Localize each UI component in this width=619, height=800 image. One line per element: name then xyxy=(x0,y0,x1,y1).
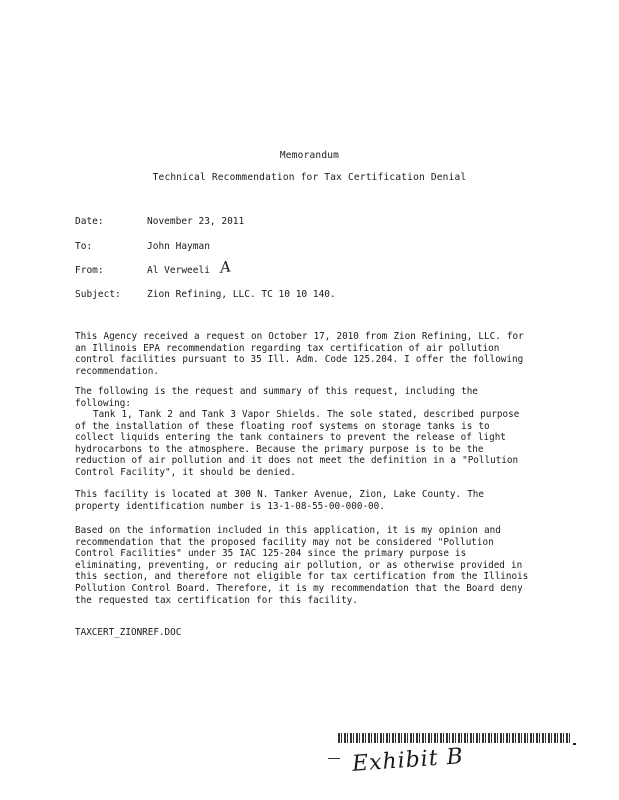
body-paragraph-tank-description: Tank 1, Tank 2 and Tank 3 Vapor Shields. The sole stated, described purpose of the installation of these floating roof systems on storage tanks is to collect liquids entering the tank containers to prevent the release of light hydrocarbons to the atmosphere. Because the primary purpose is to be the reduction of air pollution and it does not meet the definition in a "Pollution Control Facility", it should be denied. xyxy=(75,409,520,478)
to-value: John Hayman xyxy=(147,241,210,252)
date-label: Date: xyxy=(75,216,104,227)
from-value: Al Verweeli xyxy=(147,265,210,276)
body-paragraph-request: This Agency received a request on October 17, 2010 from Zion Refining, LLC. for an Illinois EPA recommendation regarding tax certification of air pollution control facilities pursuant to 35 Ill. Adm. Code 125.204. I offer the following recommendation. xyxy=(75,331,524,377)
memo-subtitle: Technical Recommendation for Tax Certification Denial xyxy=(152,172,467,183)
handwritten-initials: A xyxy=(218,257,233,277)
scan-stamp-tick xyxy=(573,743,576,745)
exhibit-dash xyxy=(328,758,340,759)
memo-title: Memorandum xyxy=(279,150,340,161)
header-from-row xyxy=(75,265,210,276)
date-value: November 23, 2011 xyxy=(147,216,245,227)
from-label: From: xyxy=(75,265,104,276)
scan-stamp-bar xyxy=(338,733,570,743)
header-subject-row xyxy=(75,289,336,300)
exhibit-label: Exhibit B xyxy=(351,744,465,777)
header-date-row xyxy=(75,216,244,227)
body-paragraph-summary-intro: The following is the request and summary of this request, including the following: xyxy=(75,386,478,409)
subject-value: Zion Refining, LLC. TC 10 10 140. xyxy=(147,289,336,300)
to-label: To: xyxy=(75,241,93,252)
body-paragraph-recommendation: Based on the information included in this application, it is my opinion and recommendation that the proposed facility may not be considered "Pollution Control Facilities" under 35 IAC 125-204 since the primary purpose is eliminating, preventing, or reducing air pollution, or as otherwise provided in this section, and therefore not eligible for tax certification from the Illinois Pollution Control Board. Therefore, it is my recommendation that the Board deny the requested tax certification for this facility. xyxy=(75,525,529,606)
body-paragraph-location: This facility is located at 300 N. Tanker Avenue, Zion, Lake County. The property identification number is 13-1-08-55-00-000-00. xyxy=(75,489,484,512)
subject-label: Subject: xyxy=(75,289,121,300)
document-filename: TAXCERT_ZIONREF.DOC xyxy=(75,627,182,638)
header-to-row xyxy=(75,241,210,252)
